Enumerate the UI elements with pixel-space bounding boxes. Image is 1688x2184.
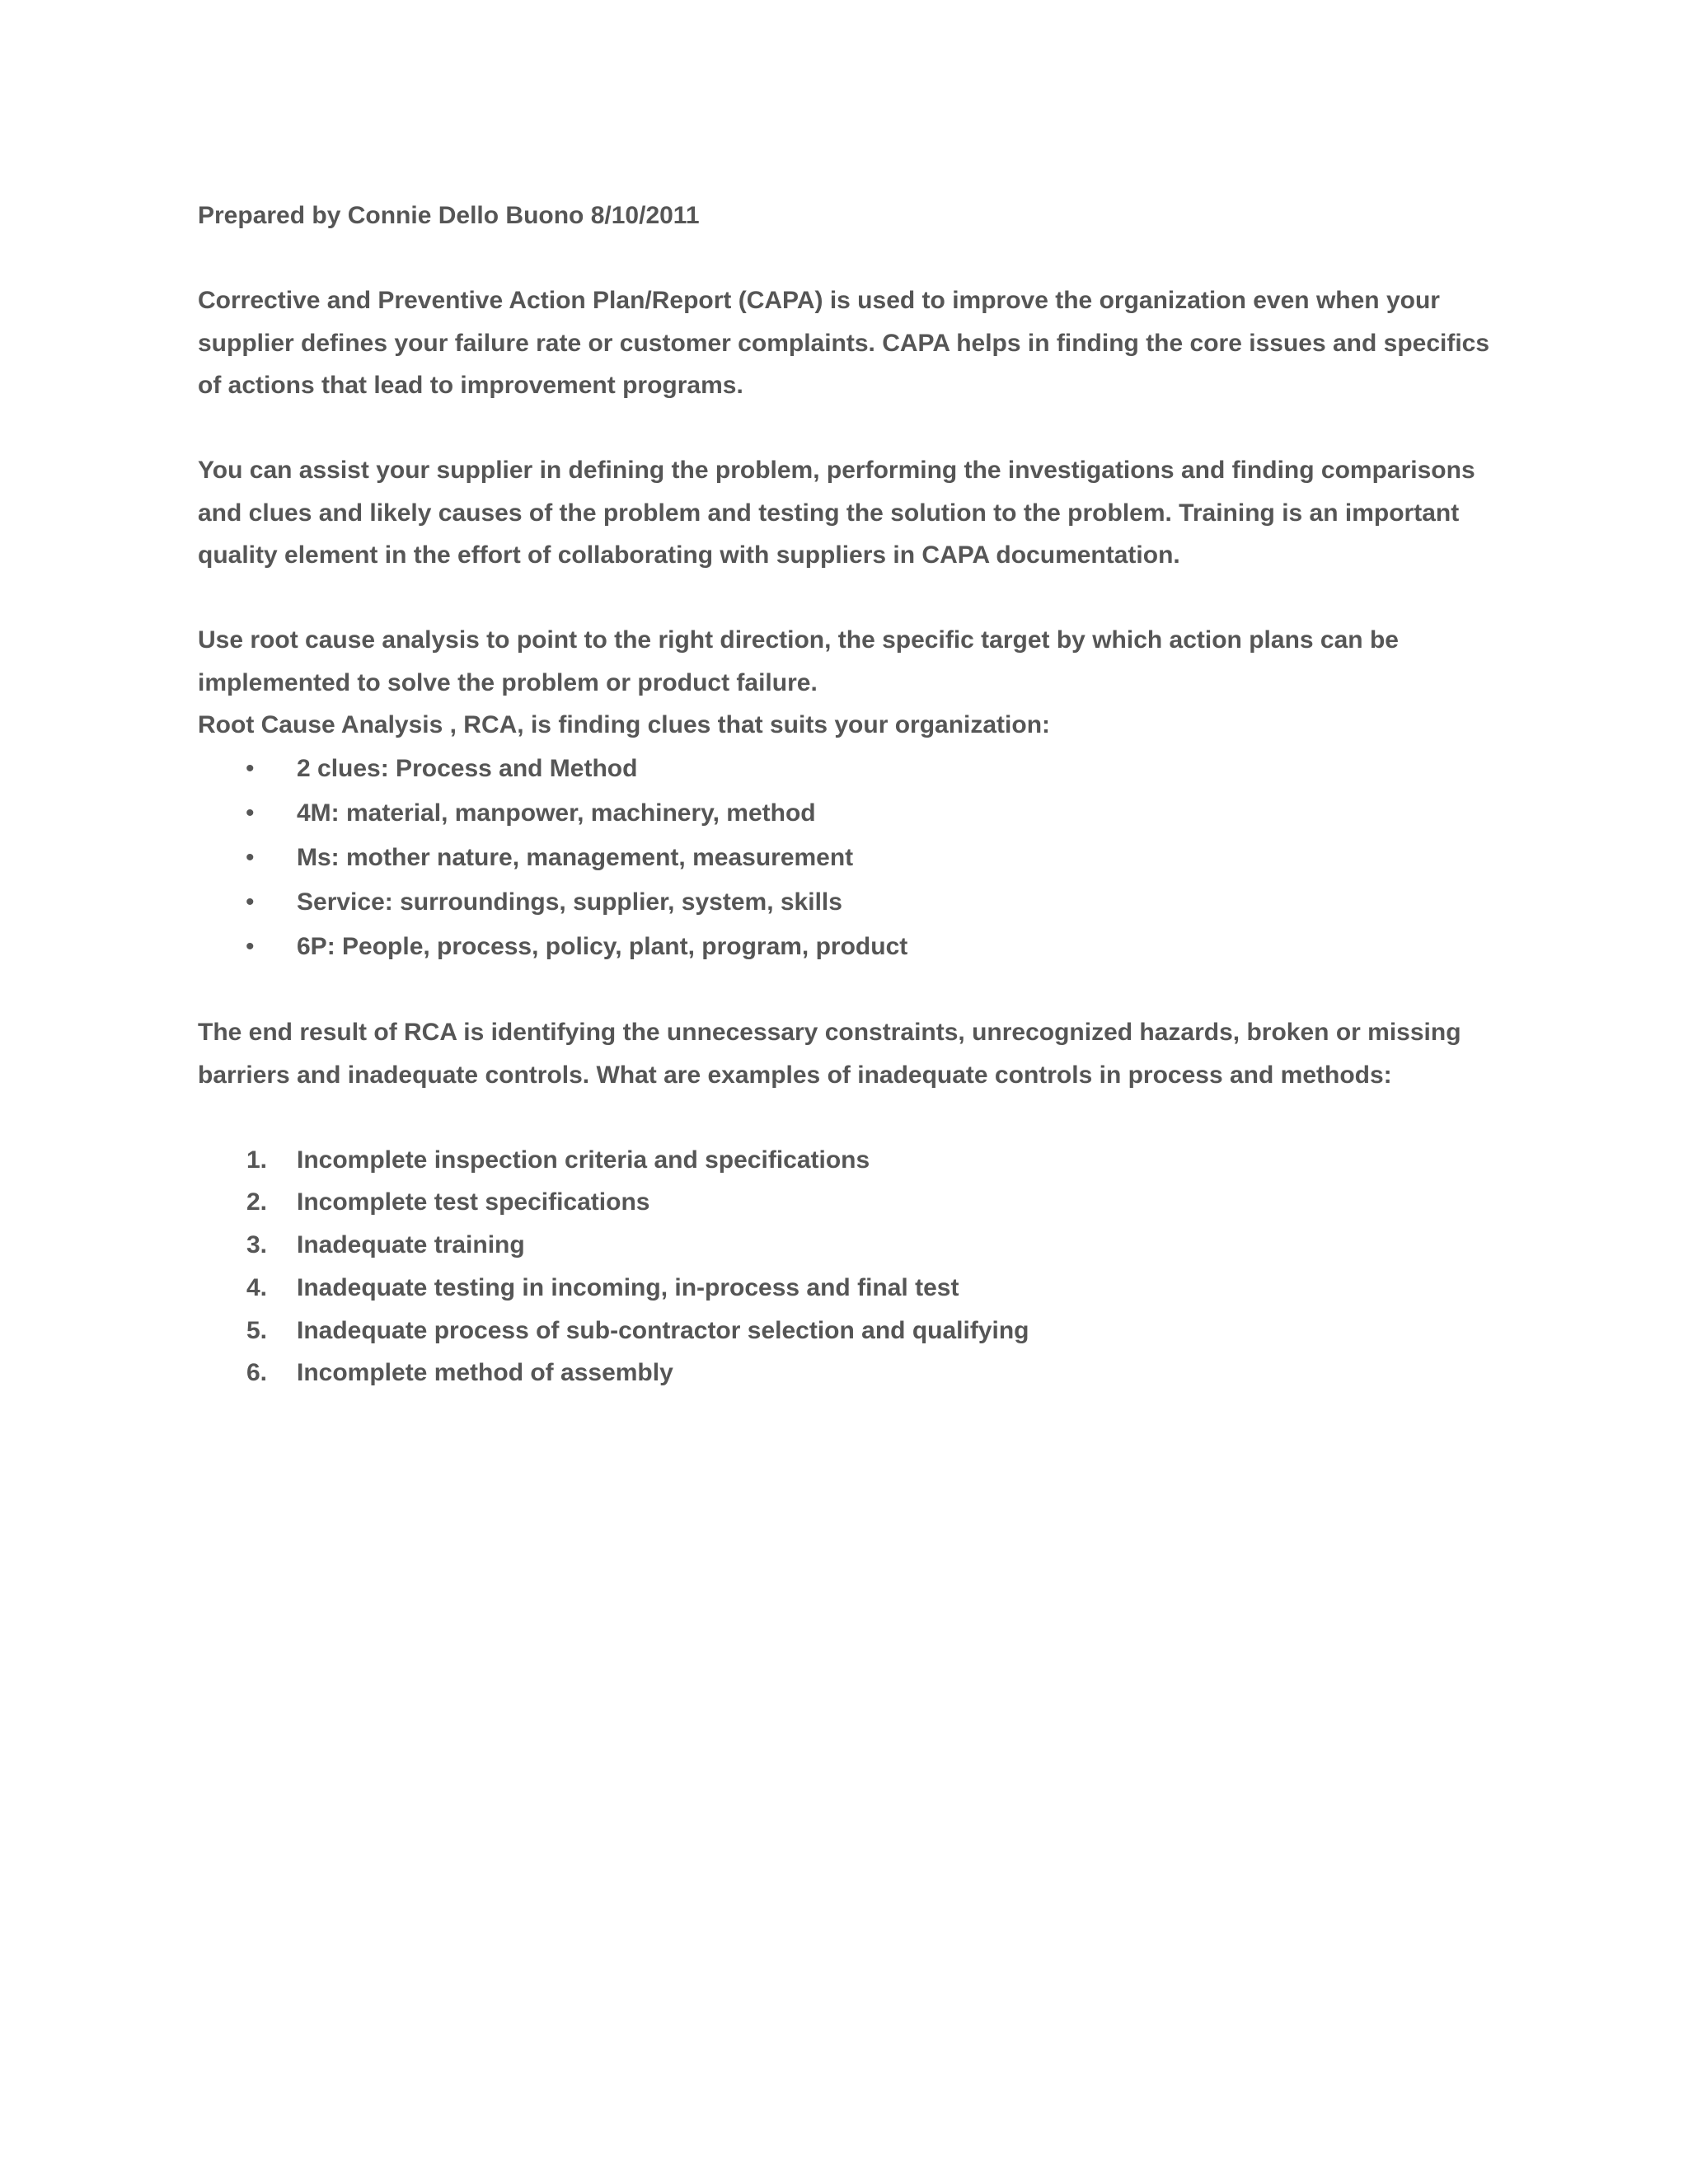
bullet-icon: • [246,754,255,782]
list-number: 6. [246,1359,268,1387]
list-number: 2. [246,1188,268,1216]
rca-result-paragraph: The end result of RCA is identifying the unnecessary constraints, unrecognized hazards, broken or missing barriers and inadequate controls. What are examples of inadequate controls in process and methods: [198,1019,1461,1089]
rca-clues-list [198,747,1517,969]
list-item [198,1267,1517,1310]
spacer [198,969,1517,1012]
list-item [198,1181,1517,1224]
root-cause-paragraph: Use root cause analysis to point to the right direction, the specific target by which action plans can be implemented to solve the problem or product failure. [198,626,1399,696]
supplier-assist-paragraph: You can assist your supplier in defining the problem, performing the investigations and finding comparisons and clues and likely causes of the problem and testing the solution to the problem. Training is an important quality element in the effort of collaborating with suppliers in CAPA documentation. [198,457,1475,569]
list-number: 1. [246,1146,268,1174]
list-item [198,880,1517,925]
spacer [198,237,1517,280]
bullet-icon: • [246,843,255,871]
list-item-text: Incomplete inspection criteria and specifications [297,1146,870,1174]
list-item [198,836,1517,880]
list-item [198,925,1517,969]
list-item-text: 6P: People, process, policy, plant, program, product [297,932,908,960]
bullet-icon: • [246,932,255,960]
list-number: 3. [246,1231,268,1259]
document-body [198,194,1517,1394]
list-item-text: Ms: mother nature, management, measurement [297,843,854,871]
list-item [198,1352,1517,1394]
list-item [198,1224,1517,1267]
spacer [198,1096,1517,1139]
list-item [198,1139,1517,1182]
list-item-text: Inadequate training [297,1231,525,1259]
spacer [198,407,1517,450]
inadequate-controls-list [198,1139,1517,1395]
list-item-text: Inadequate process of sub-contractor selection and qualifying [297,1316,1029,1344]
list-item-text: 4M: material, manpower, machinery, method [297,799,816,827]
list-item [198,791,1517,836]
list-item [198,747,1517,791]
bullet-icon: • [246,799,255,827]
prepared-by-line: Prepared by Connie Dello Buono 8/10/2011 [198,202,700,229]
capa-intro-paragraph: Corrective and Preventive Action Plan/Report (CAPA) is used to improve the organization even when your supplier defines your failure rate or customer complaints. CAPA helps in finding the core issues and specifics of actions that lead to improvement programs. [198,287,1490,399]
list-number: 4. [246,1273,268,1301]
list-item-text: Inadequate testing in incoming, in-process and final test [297,1273,959,1301]
list-item [198,1310,1517,1352]
spacer [198,577,1517,620]
list-item-text: Service: surroundings, supplier, system, skills [297,888,842,916]
list-item-text: 2 clues: Process and Method [297,754,638,782]
list-item-text: Incomplete method of assembly [297,1359,673,1387]
list-item-text: Incomplete test specifications [297,1188,650,1216]
bullet-icon: • [246,888,255,916]
list-number: 5. [246,1316,268,1344]
rca-intro-line: Root Cause Analysis , RCA, is finding clues that suits your organization: [198,711,1051,738]
